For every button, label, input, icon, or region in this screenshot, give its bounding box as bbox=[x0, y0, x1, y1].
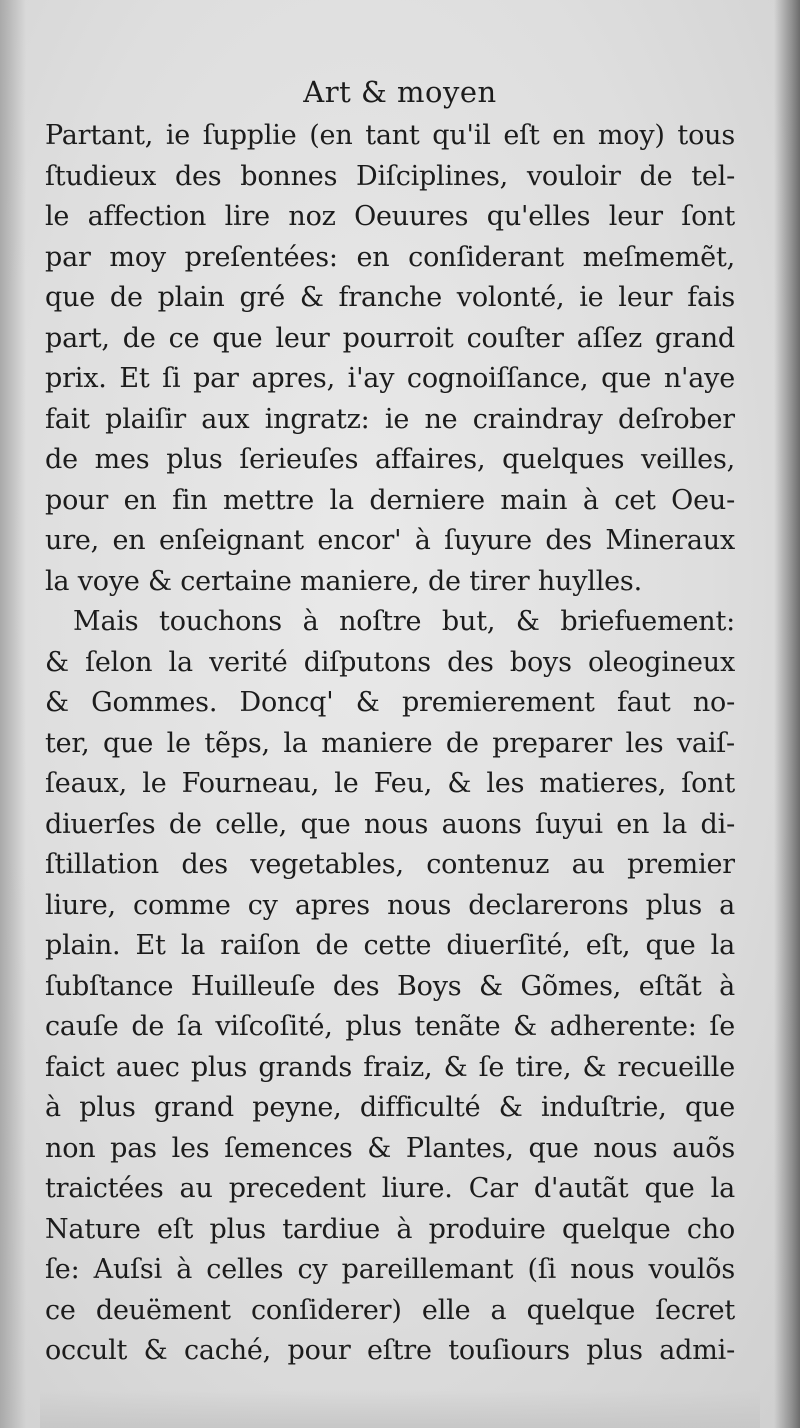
text-line: plain. Et la raiſon de cette diuerſité, eſt, que la bbox=[45, 930, 735, 961]
text-line: le affection lire noz Oeuures qu'elles leur ſont bbox=[45, 201, 735, 232]
text-line: ce deuëment conſiderer) elle a quelque ſecret bbox=[45, 1294, 735, 1326]
text-line: occult & caché, pour eſtre touſiours plus admi- bbox=[45, 1335, 735, 1366]
text-line: ſtillation des vegetables, contenuz au premier bbox=[45, 849, 735, 880]
text-line: Partant, ie ſupplie (en tant qu'il eſt en moy) tous bbox=[45, 120, 735, 151]
text-line: cauſe de ſa viſcoſité, plus tenãte & adherente: ſe bbox=[45, 1011, 735, 1042]
text-line: & Gommes. Doncq' & premierement faut no- bbox=[45, 687, 735, 718]
text-line: faict auec plus grands fraiz, & ſe tire, & recueille bbox=[45, 1051, 735, 1083]
text-line: ſubſtance Huilleuſe des Boys & Gõmes, eſtãt à bbox=[45, 970, 735, 1002]
text-line: à plus grand peyne, difficulté & induſtrie, que bbox=[45, 1092, 735, 1123]
text-line: traictées au precedent liure. Car d'autãt que la bbox=[45, 1173, 735, 1204]
text-line: prix. Et ſi par apres, i'ay cognoiſſance, que n'aye bbox=[45, 363, 735, 394]
text-line: fait plaiſir aux ingratz: ie ne craindray deſrober bbox=[45, 403, 735, 435]
text-line: liure, comme cy apres nous declarerons plus a bbox=[45, 889, 735, 921]
text-line: la voye & certaine maniere, de tirer huylles. bbox=[45, 565, 642, 597]
running-head: Art & moyen bbox=[303, 75, 497, 109]
body-text bbox=[45, 116, 735, 1372]
text-line: ter, que le tẽps, la maniere de preparer les vaiſ- bbox=[45, 727, 735, 759]
text-line: ſtudieux des bonnes Diſciplines, vouloir de tel- bbox=[45, 160, 735, 192]
text-line: ure, en enſeignant encor' à ſuyure des Mineraux bbox=[45, 525, 735, 556]
gutter-shadow bbox=[0, 0, 26, 1428]
text-line: de mes plus ſerieuſes affaires, quelques veilles, bbox=[45, 444, 735, 475]
bottom-bleed bbox=[40, 1390, 760, 1428]
text-line: pour en fin mettre la derniere main à cet Oeu- bbox=[45, 484, 735, 516]
text-line: non pas les ſemences & Plantes, que nous auõs bbox=[45, 1132, 735, 1164]
page-edge-shadow bbox=[774, 0, 800, 1428]
text-line: Mais touchons à noſtre but, & briefuement: bbox=[73, 606, 735, 637]
text-line: & ſelon la verité diſputons des boys oleogineux bbox=[45, 646, 735, 678]
text-line: diuerſes de celle, que nous auons ſuyui en la di- bbox=[45, 808, 735, 840]
text-line: ſeaux, le Fourneau, le Feu, & les matieres, ſont bbox=[45, 768, 735, 799]
text-line: par moy preſentées: en conſiderant meſmemẽt, bbox=[45, 241, 735, 273]
text-line: Nature eſt plus tardiue à produire quelque cho bbox=[45, 1213, 735, 1245]
text-line: part, de ce que leur pourroit couſter aſſez grand bbox=[45, 322, 735, 354]
text-line: que de plain gré & franche volonté, ie leur fais bbox=[45, 282, 735, 313]
text-line: ſe: Auſsi à celles cy pareillemant (ſi nous voulõs bbox=[45, 1254, 735, 1285]
